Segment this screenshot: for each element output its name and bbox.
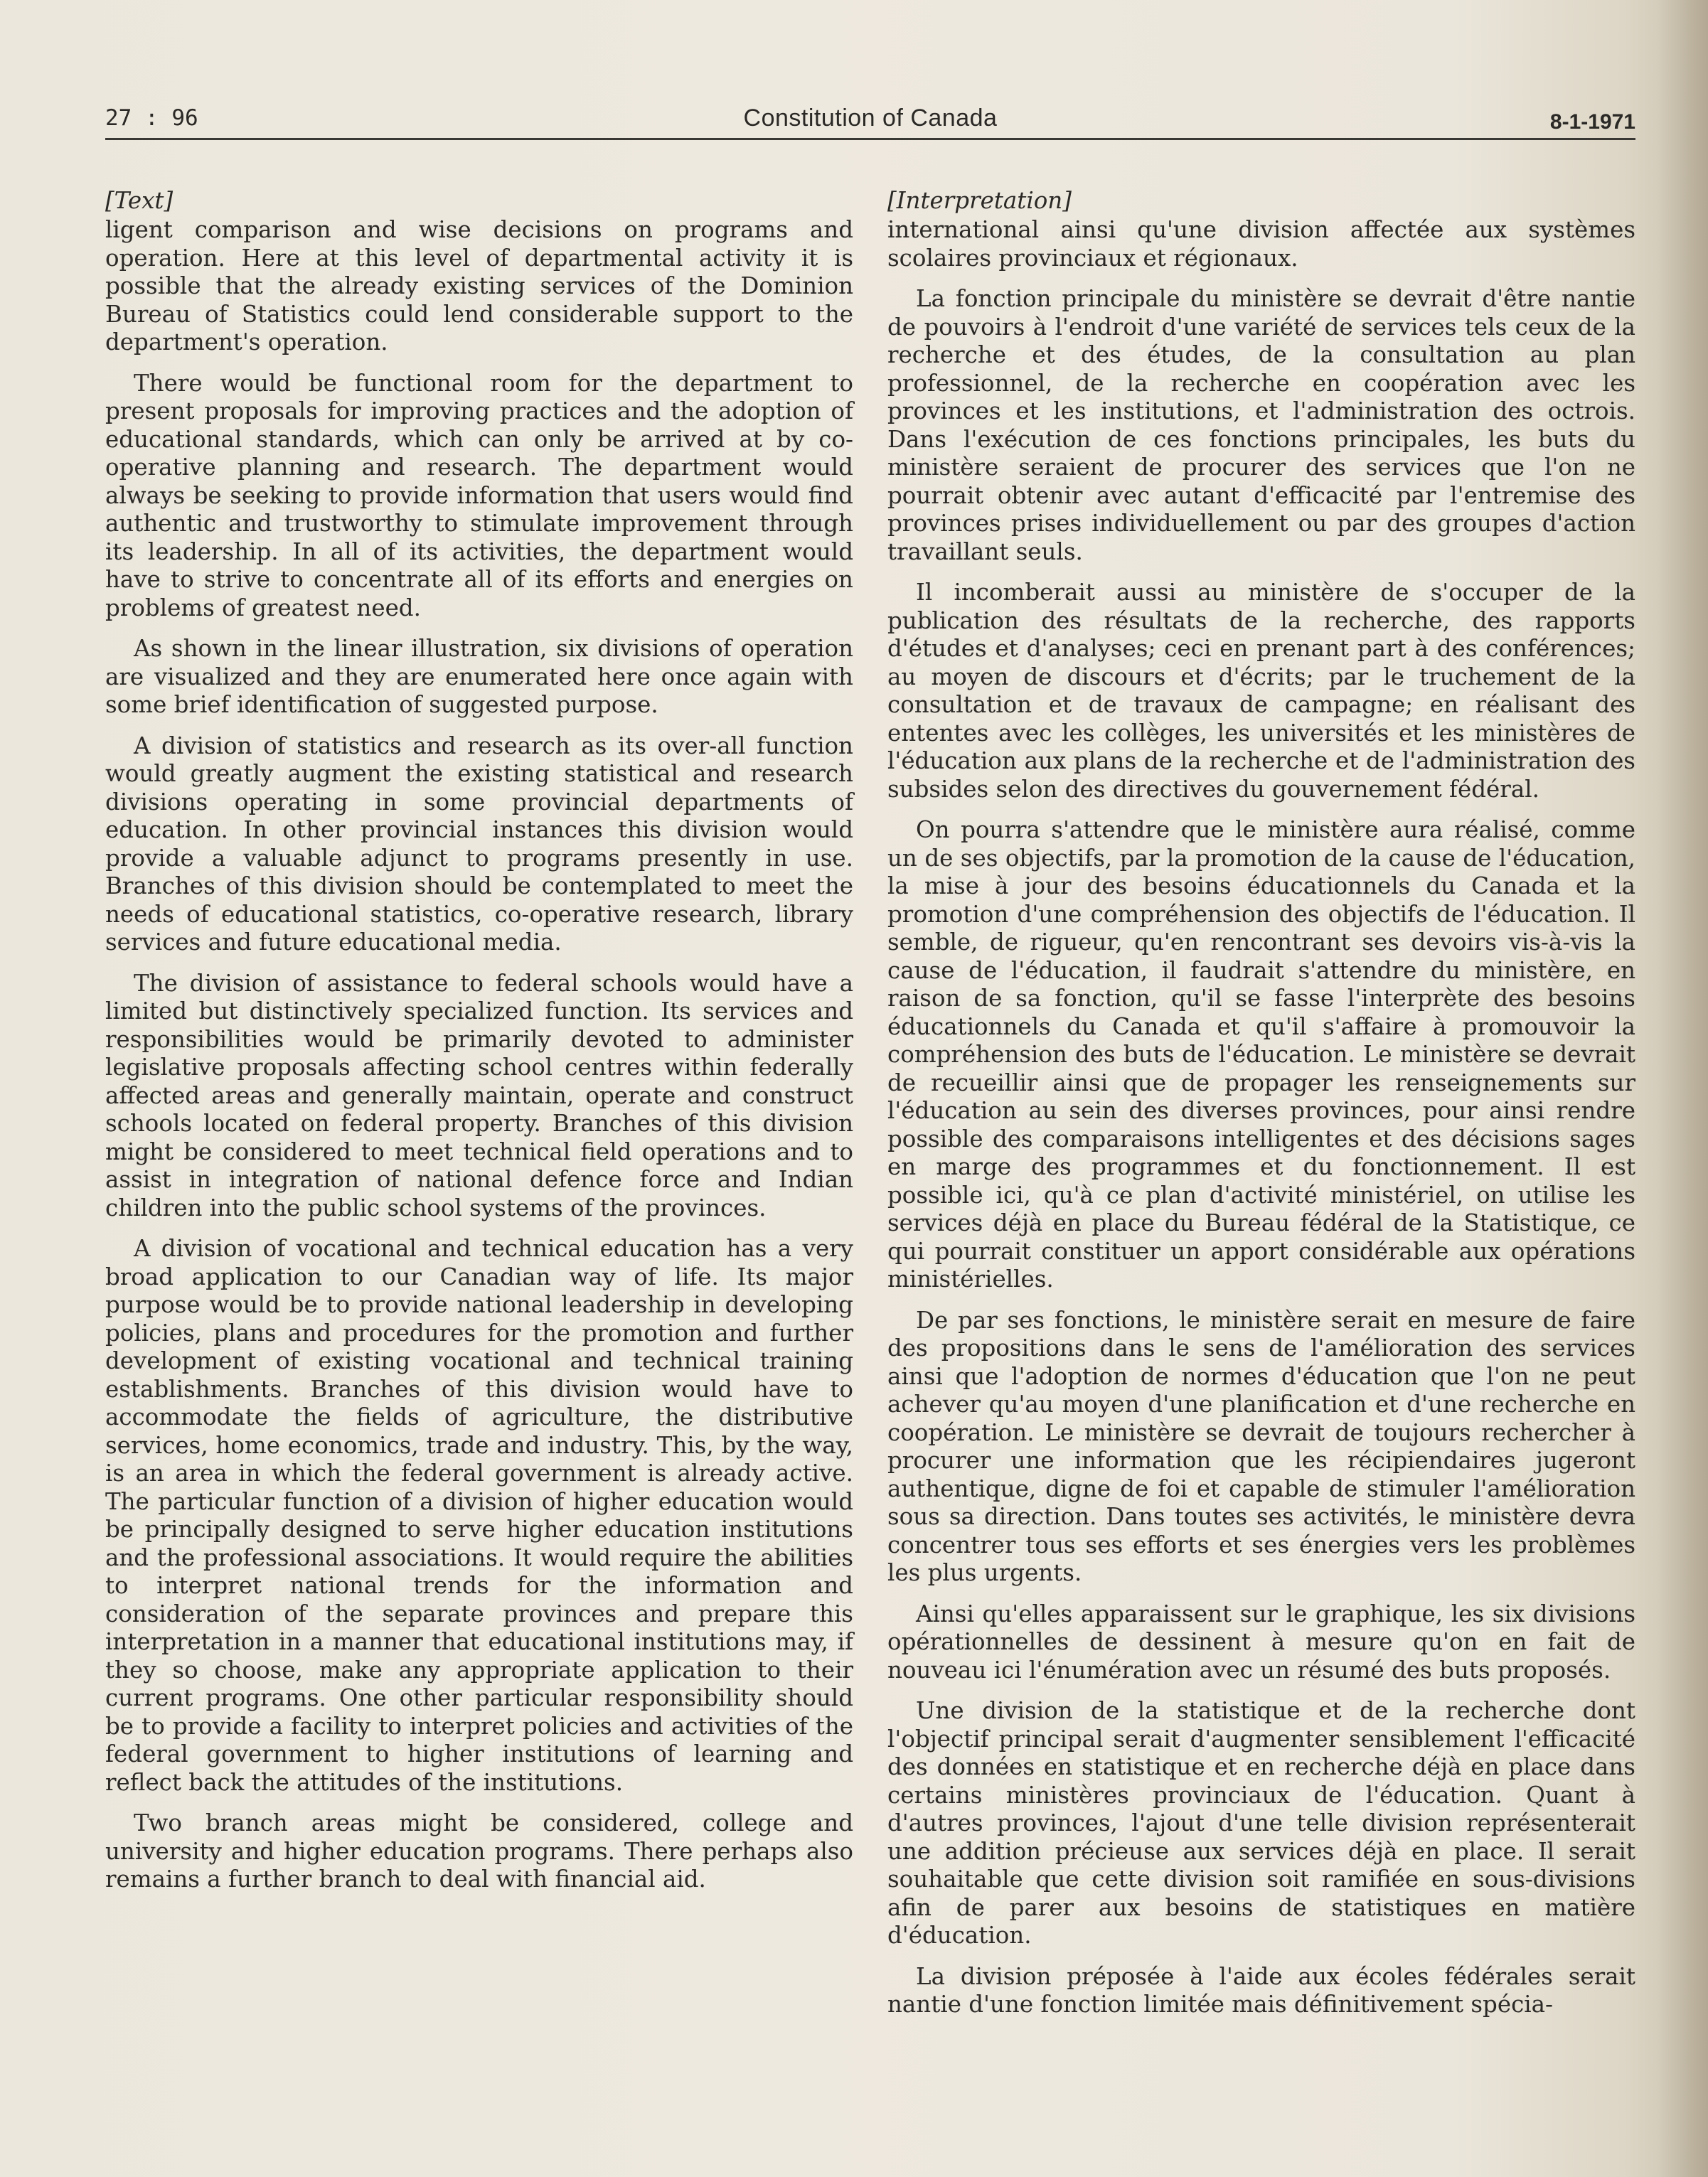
paragraph: Ainsi qu'elles apparaissent sur le graphique, les six divisions opérationnelles de dessinent à mesure qu'on en fait de nouveau ici l'énumération avec un résumé des buts proposés. <box>887 1600 1635 1684</box>
paragraph: ligent comparison and wise decisions on programs and operation. Here at this level of departmental activity it is possible that the already existing services of the Dominion Bureau of Statistics could lend considerable support to the department's operation. <box>105 216 853 355</box>
header-rule <box>105 138 1635 140</box>
paragraph: Une division de la statistique et de la recherche dont l'objectif principal serait d'augmenter sensiblement l'efficacité des données en statistique et en recherche déjà en place dans certains ministères provinciaux de l'éducation. Quant à d'autres provinces, l'ajout d'une telle division représenterait une addition précieuse aux services déjà en place. Il serait souhaitable que cette division soit ramifiée en sous-divisions afin de parer aux besoins de statistiques en matière d'éducation. <box>887 1697 1635 1949</box>
running-header <box>105 100 1635 137</box>
page-edge-shadow <box>1658 0 1708 2177</box>
column-label-text: [Text] <box>105 187 174 214</box>
running-title: Constitution of Canada <box>743 105 998 132</box>
right-column-interpretation <box>887 186 1635 2032</box>
paragraph: Two branch areas might be considered, college and university and higher education programs. There perhaps also remains a further branch to deal with financial aid. <box>105 1809 853 1893</box>
page-number: 27 : 96 <box>105 105 198 131</box>
paragraph: A division of statistics and research as its over-all function would greatly augment the existing statistical and research divisions operating in some provincial departments of education. In other provincial instances this division would provide a valuable adjunct to programs presently in use. Branches of this division should be contemplated to meet the needs of educational statistics, co-operative research, library services and future educational media. <box>105 732 853 956</box>
paragraph: There would be functional room for the department to present proposals for improving practices and the adoption of educational standards, which can only be arrived at by co-operative planning and research. The department would always be seeking to provide information that users would find authentic and trustworthy to stimulate improvement through its leadership. In all of its activities, the department would have to strive to concentrate all of its efforts and energies on problems of greatest need. <box>105 369 853 621</box>
paragraph: La fonction principale du ministère se devrait d'être nantie de pouvoirs à l'endroit d'une variété de services tels ceux de la recherche et des études, de la consultation au plan professionnel, de la recherche en coopération avec les provinces et les institutions, et l'administration des octrois. Dans l'exécution de ces fonctions principales, les buts du ministère seraient de procurer des services que l'on ne pourrait obtenir avec autant d'efficacité par l'entremise des provinces prises individuellement ou par des groupes d'action travaillant seuls. <box>887 285 1635 565</box>
paragraph: The division of assistance to federal schools would have a limited but distinctively specialized function. Its services and responsibilities would be primarily devoted to administer legislative proposals affecting school centres within federally affected areas and generally maintain, operate and construct schools located on federal property. Branches of this division might be considered to meet technical field operations and to assist in integration of national defence force and Indian children into the public school systems of the provinces. <box>105 969 853 1221</box>
paragraph: On pourra s'attendre que le ministère aura réalisé, comme un de ses objectifs, par la promotion de la cause de l'éducation, la mise à jour des besoins éducationnels du Canada et la promotion d'une compréhension des objectifs de l'éducation. Il semble, de rigueur, qu'en rencontrant ses devoirs vis-à-vis la cause de l'éducation, il faudrait s'attendre du ministère, en raison de sa fonction, qu'il se fasse l'interprète des besoins éducationnels du Canada et qu'il s'affaire à promouvoir la compréhension des buts de l'éducation. Le ministère se devrait de recueillir ainsi que de propager les renseignements sur l'éducation au sein des diverses provinces, pour ainsi rendre possible des comparaisons intelligentes et des décisions sages en marge des programmes et du fonctionnement. Il est possible ici, qu'à ce plan d'activité ministériel, on utilise les services déjà en place du Bureau fédéral de la Statistique, ce qui pourrait constituer un apport considérable aux opérations ministérielles. <box>887 816 1635 1293</box>
paragraph: A division of vocational and technical education has a very broad application to our Canadian way of life. Its major purpose would be to provide national leadership in developing policies, plans and procedures for the promotion and further development of existing vocational and technical training establishments. Branches of this division would have to accommodate the fields of agriculture, the distributive services, home economics, trade and industry. This, by the way, is an area in which the federal government is already active. The particular function of a division of higher education would be principally designed to serve higher education institutions and the professional associations. It would require the abilities to interpret national trends for the information and consideration of the separate provinces and prepare this interpretation in a manner that educational institutions may, if they so choose, make any appropriate application to their current programs. One other particular responsibility should be to provide a facility to interpret policies and activities of the federal government to higher institutions of learning and reflect back the attitudes of the institutions. <box>105 1235 853 1796</box>
paragraph: Il incomberait aussi au ministère de s'occuper de la publication des résultats de la recherche, des rapports d'études et d'analyses; ceci en prenant part à des conférences; au moyen de discours et d'écrits; par le truchement de la consultation et de travaux de campagne; en réalisant des ententes avec les collèges, les universités et les ministères de l'éducation aux plans de la recherche et de l'administration des subsides selon des directives du gouvernement fédéral. <box>887 579 1635 803</box>
paragraph: La division préposée à l'aide aux écoles fédérales serait nantie d'une fonction limitée mais définitivement spécia- <box>887 1962 1635 2018</box>
header-date: 8-1-1971 <box>1549 110 1635 134</box>
column-label-interpretation: [Interpretation] <box>887 187 1072 214</box>
left-column-text <box>105 186 853 1907</box>
paragraph: De par ses fonctions, le ministère serait en mesure de faire des propositions dans le sens de l'amélioration des services ainsi que l'adoption de normes d'éducation que l'on ne peut achever qu'au moyen d'une planification et d'une recherche en coopération. Le ministère se devrait de toujours rechercher à procurer une information que les récipiendaires jugeront authentique, digne de foi et capable de stimuler l'amélioration sous sa direction. Dans toutes ses activités, le ministère devra concentrer tous ses efforts et ses énergies vers les problèmes les plus urgents. <box>887 1306 1635 1586</box>
paragraph: international ainsi qu'une division affectée aux systèmes scolaires provinciaux et régionaux. <box>887 216 1635 272</box>
paragraph: As shown in the linear illustration, six divisions of operation are visualized and they are enumerated here once again with some brief identification of suggested purpose. <box>105 635 853 718</box>
